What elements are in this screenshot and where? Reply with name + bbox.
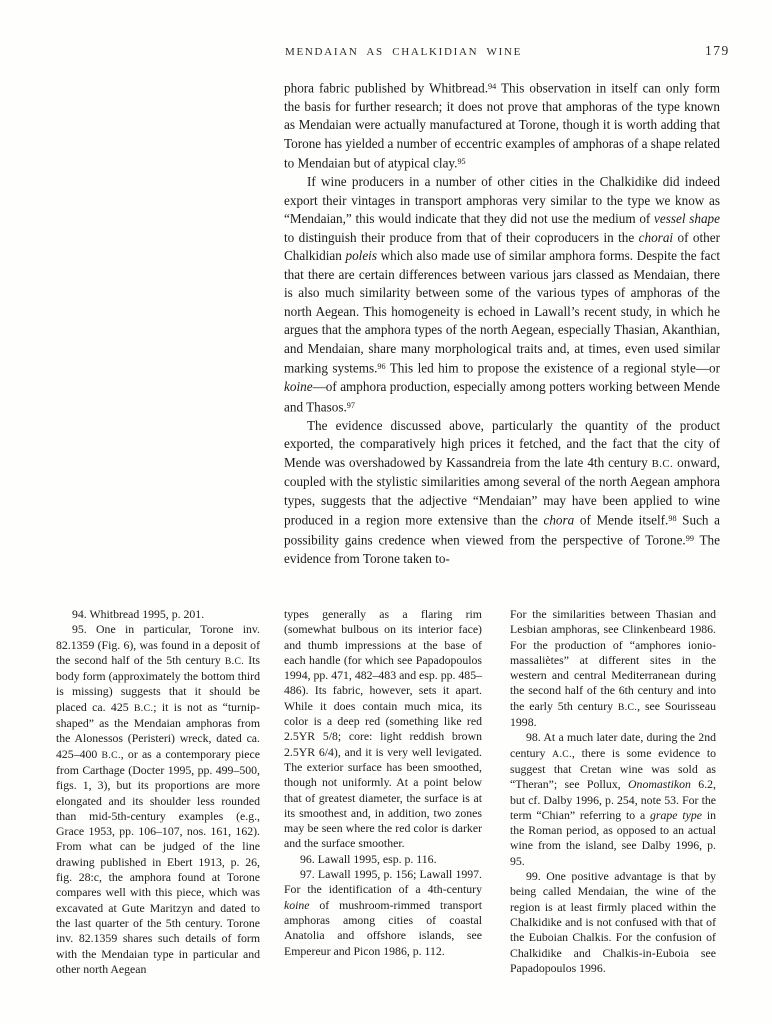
footnote-paragraph (510, 607, 716, 730)
text-run: vessel shape (654, 211, 720, 227)
footnote-ref: 99 (685, 534, 694, 544)
text-run: koine (284, 897, 310, 912)
footnote-paragraph (56, 622, 260, 977)
footnote-paragraph (56, 607, 260, 622)
text-run: This led him to propose the existence of a regional style—or (385, 360, 720, 376)
text-run: Its body form (approximately the bottom third is missing) suggests that it should be placed ca. 425 (56, 652, 260, 714)
text-run: B.C. (101, 749, 121, 761)
text-run: B.C. (133, 702, 154, 714)
text-run: B.C. (617, 701, 638, 713)
text-run: koine (284, 379, 313, 395)
body-paragraph (284, 78, 720, 173)
text-run: The evidence from Torone taken to- (284, 532, 720, 567)
footnote-paragraph (284, 607, 482, 852)
text-run: 98. At a much later date, during the 2nd century (510, 730, 716, 760)
body-text-column (284, 78, 720, 569)
text-run: , there is some evidence to suggest that Cretan wine was sold as “Theran”; see Pollux, (510, 745, 717, 792)
text-run: which also made use of similar amphora forms. Despite the fact that there are certain differences between various jars classed as Mendaian, there is also much similarity between some of the various types of amphoras of the north Aegean. This homogeneity is echoed in Lawall’s recent study, in which he argues that the amphora types of the north Aegean, especially Thasian, Akanthian, and Mendaian, share many morphological traits and, at times, even used similar marking systems. (284, 248, 721, 376)
footnote-ref: 96 (377, 362, 386, 372)
text-run: of mushroom-rimmed transport amphoras among cities of coastal Anatolia and offshore islands, see Empereur and Picon 1986, p. 112. (284, 897, 482, 958)
running-head: MENDAIAN AS CHALKIDIAN WINE (285, 46, 523, 58)
footnote-column-right (510, 607, 716, 976)
text-run: Such a possibility gains credence when viewed from the perspective of Torone. (284, 512, 720, 548)
text-run: A.C. (552, 748, 572, 760)
footnote-paragraph (510, 869, 716, 976)
text-run: For the similarities between Thasian and Lesbian amphoras, see Clinkenbeard 1986. For the production of “amphores ionio-massaliètes” at different sites in the western and central Mediterranean during the second half of the 6th century and into the early 5th century (510, 607, 716, 713)
text-run: onward, coupled with the stylistic similarities among several of the north Aegean amphora types, suggests that the adjective “Mendaian” may have been applied to wine produced in a region more extensive than the (284, 454, 720, 528)
text-run: of Mende itself. (574, 512, 669, 528)
text-run: This observation in itself can only form the basis for further research; it does not prove that amphoras of the type known as Mendaian were actually manufactured at Torone, though it is worth adding that Torone has yielded a number of eccentric examples of amphoras of a shape related to Mendaian but of atypical clay. (284, 80, 720, 171)
text-run: , or as a contemporary piece from Carthage (Docter 1995, pp. 499–500, figs. 1, 3), but its proportions are more elongated and its shoulder less rounded than mid-5th-century examples (e.g., Grace 1953, pp. 106–107, nos. 161, 162). From what can be judged of the line drawing published in Ebert 1913, p. 26, fig. 28:c, the amphora found at Torone compares well with this piece, which was excavated at Gute Maritzyn and dated to the last quarter of the 5th century. Torone inv. 82.1359 shares such details of form with the Mendaian type in particular and other north Aegean (56, 746, 260, 976)
text-run: B.C. (651, 457, 674, 470)
footnote-paragraph (510, 730, 716, 869)
text-run: The evidence discussed above, particularly the quantity of the product exported, the comparatively high prices it fetched, and the fact that the city of Mende was overshadowed by Kassandreia from the late 4th century (284, 417, 720, 470)
footnote-paragraph (284, 867, 482, 959)
text-run: 6.2, but cf. Dalby 1996, p. 254, note 53. For the term “Chian” referring to a (510, 777, 716, 822)
text-run: to distinguish their produce from that of their coproducers in the (284, 229, 639, 245)
text-run: 99. One positive advantage is that by being called Mendaian, the wine of the region is at least firmly placed within the Chalkidike and is not confused with that of the Euboian Chalkis. For the confusion of Chalkidike and Chalkis-in-Euboia see Papadopoulos 1996. (510, 869, 716, 975)
body-paragraph (284, 173, 720, 416)
text-run: in the Roman period, as opposed to an actual wine from the island, see Dalby 1996, p. 95. (510, 807, 716, 868)
text-run: grape type (650, 807, 702, 822)
footnote-paragraph (284, 852, 482, 867)
footnote-ref: 95 (457, 157, 466, 167)
text-run: 96. Lawall 1995, esp. p. 116. (300, 851, 437, 866)
text-run: If wine producers in a number of other cities in the Chalkidike did indeed export their vintages in transport amphoras very similar to the type we know as “Mendaian,” this would indicate that they did not use the medium of (284, 174, 720, 227)
text-run: Onomastikon (628, 777, 691, 792)
text-run: 97. Lawall 1995, p. 156; Lawall 1997. For the identification of a 4th-century (284, 867, 482, 897)
footnote-column-middle (284, 607, 482, 959)
footnote-column-left (56, 607, 260, 977)
text-run: phora fabric published by Whitbread. (284, 80, 488, 96)
text-run: poleis (345, 248, 377, 264)
text-run: , see Sourisseau 1998. (510, 698, 717, 730)
footnote-ref: 97 (346, 400, 355, 410)
text-run: types generally as a flaring rim (somewhat bulbous on its interior face) and thumb impressions at the base of each handle (for which see Papadopoulos 1994, pp. 471, 482–483 and esp. pp. 485–486). Its fabric, however, sets it apart. While it does contain much mica, its color is a deep red (something like red 2.5YR 5/8; core: light reddish brown 2.5YR 6/4), and it is very well levigated. The exterior surface has been smoothed, though not uniformly. At a point below that of greatest diameter, the surface is at its smoothest and, in addition, two zones may be seen where the red color is darker and the surface smoother. (284, 607, 482, 851)
page-number: 179 (705, 43, 730, 58)
text-run: chora (543, 512, 575, 528)
text-run: of other Chalkidian (284, 229, 720, 264)
text-run: chorai (638, 229, 674, 245)
text-run: —of amphora production, especially among potters working between Mende and Thasos. (284, 379, 720, 415)
text-run: ; it is not as “turnip-shaped” as the Mendaian amphoras from the Alonessos (Peristeri) wreck, dated ca. 425–400 (56, 699, 260, 761)
text-run: 94. Whitbread 1995, p. 201. (72, 607, 205, 621)
body-paragraph (284, 417, 720, 569)
footnote-ref: 94 (488, 82, 497, 91)
footnote-ref: 98 (668, 514, 677, 524)
text-run: B.C. (224, 655, 245, 667)
text-run: 95. One in particular, Torone inv. 82.1359 (Fig. 6), was found in a deposit of the second half of the 5th century (56, 622, 260, 667)
